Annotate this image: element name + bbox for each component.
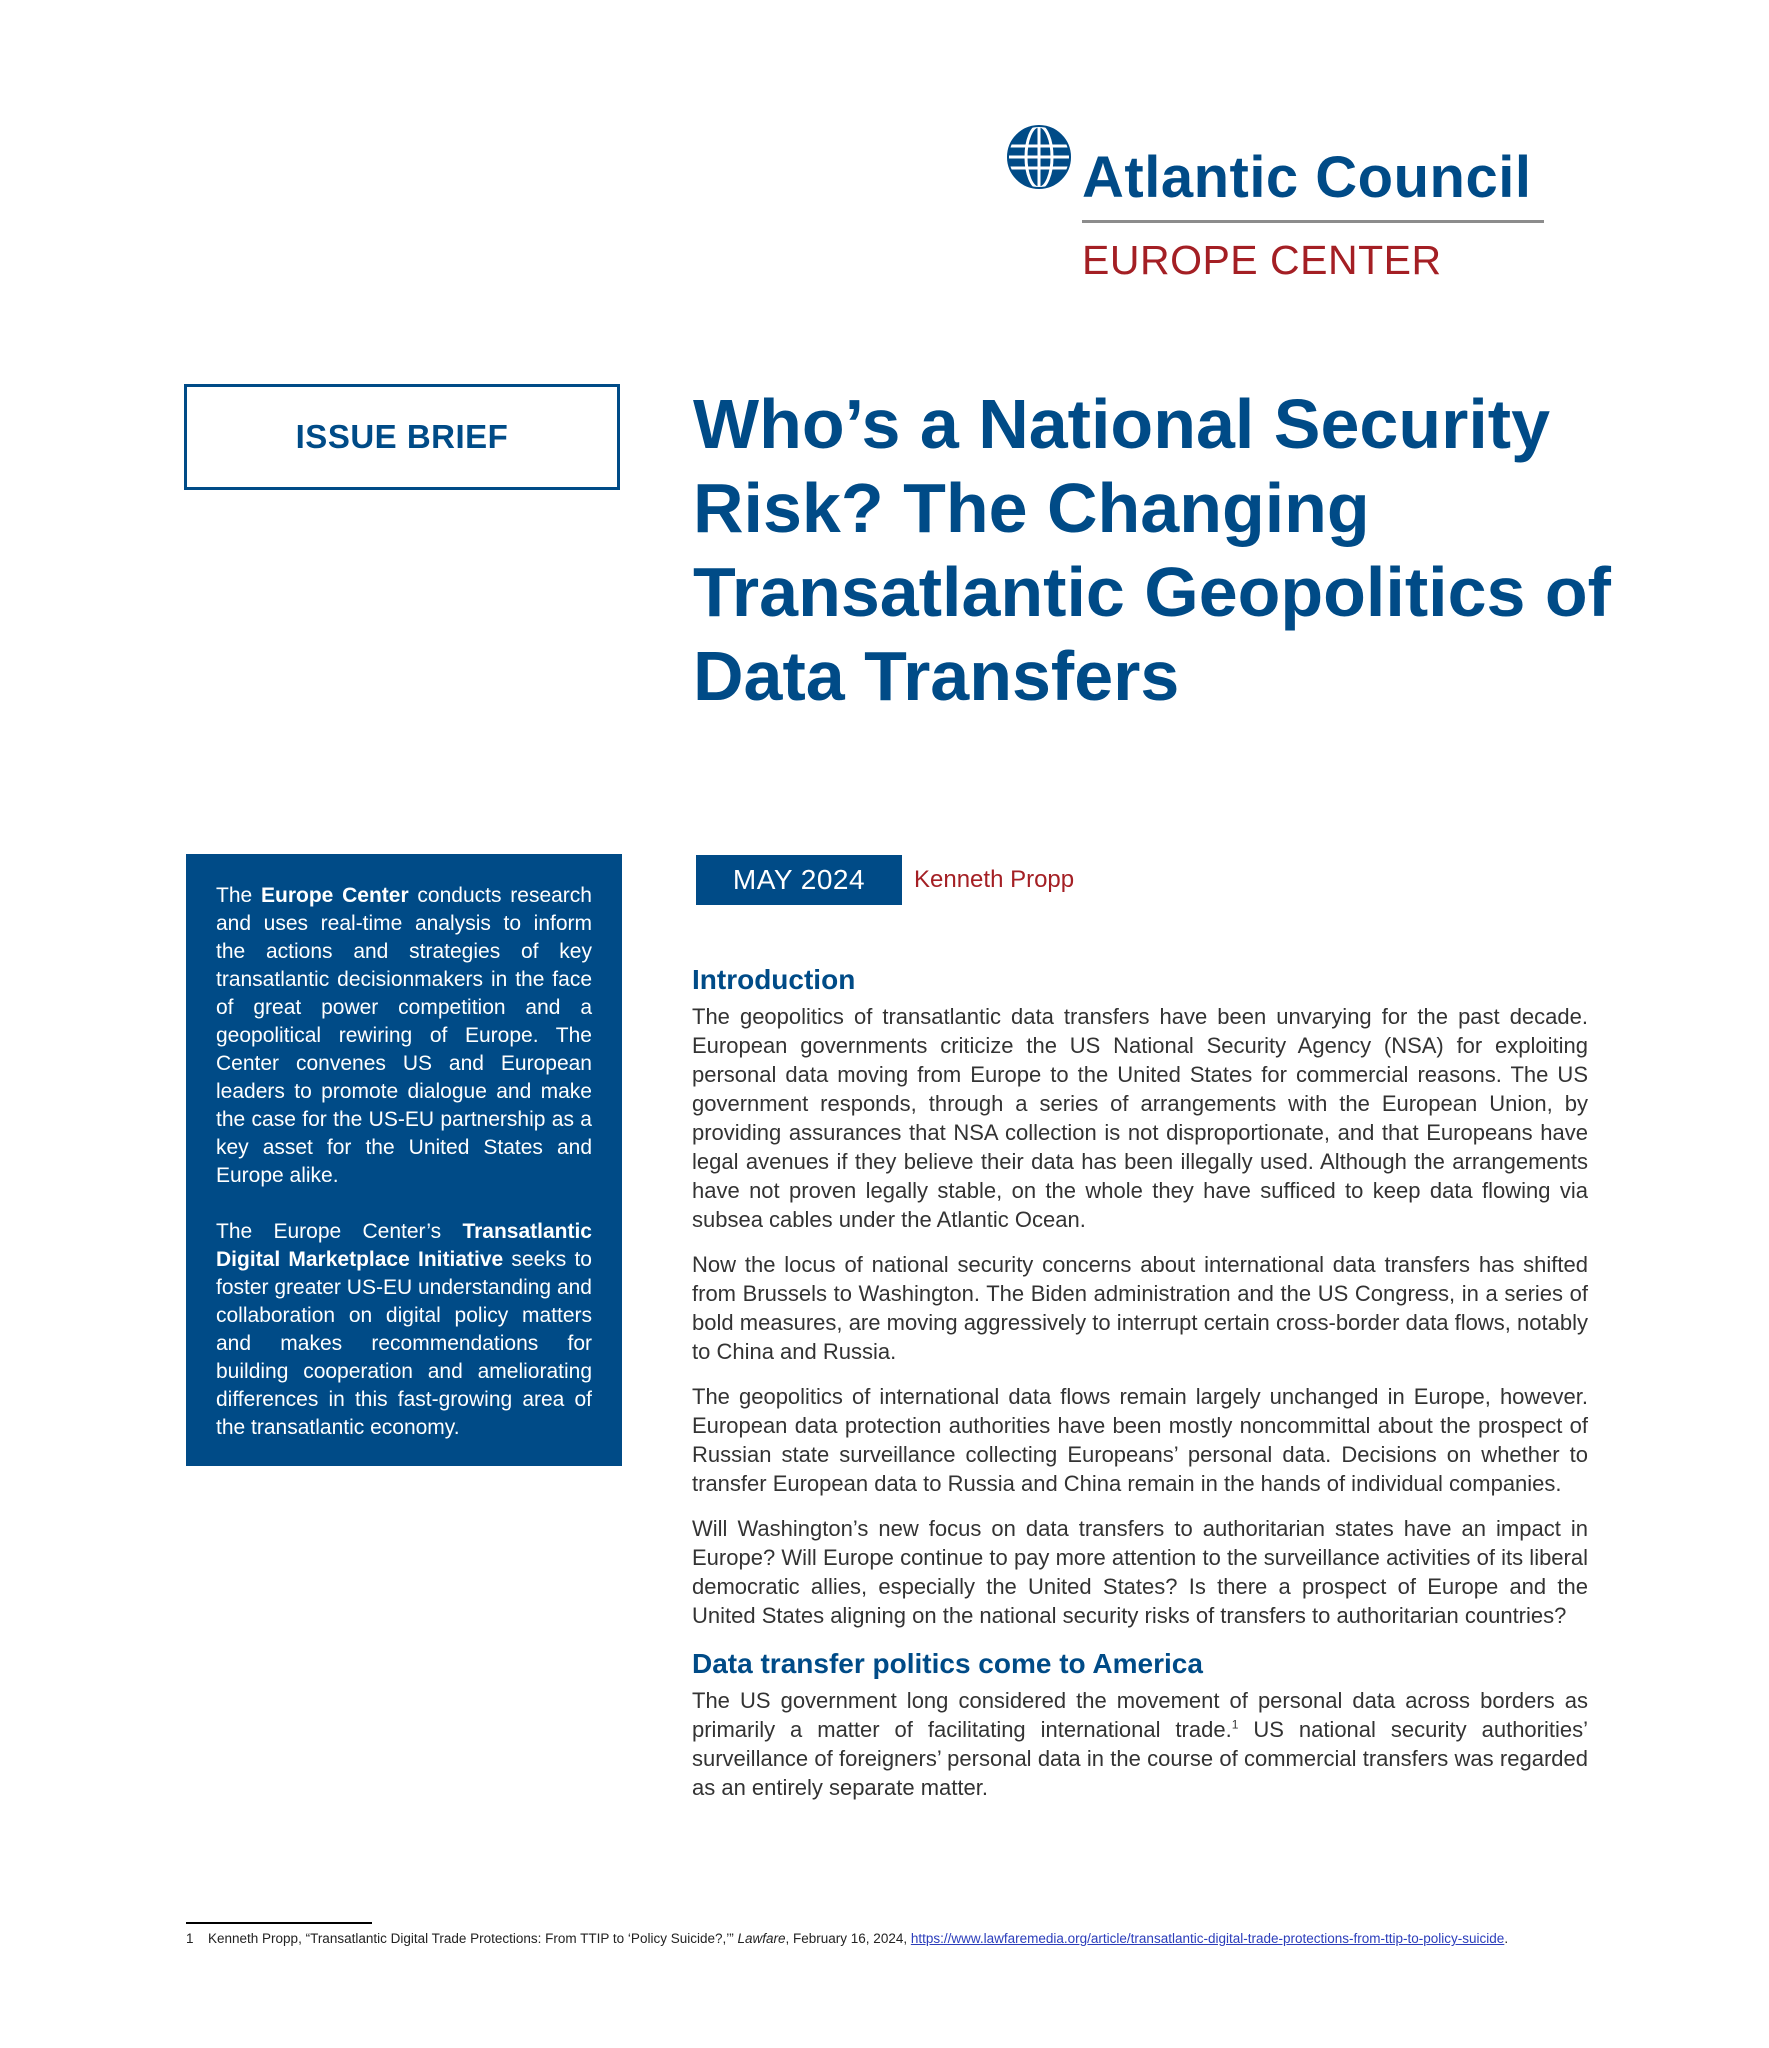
footnote-date: , February 16, 2024, bbox=[785, 1931, 911, 1946]
org-name: Atlantic Council bbox=[1082, 145, 1532, 210]
body-paragraph: Will Washington’s new focus on data transfers to authoritarian states have an impact in Europe? Will Europe continue to pay more attention to the surveillance activities of its liberal democratic allies, especially the United States? Is there a prospect of Europe and the United States aligning on the national security risks of transfers to authoritarian countries? bbox=[692, 1516, 1588, 1628]
body-paragraph: Now the locus of national security concerns about international data transfers has shifted from Brussels to Washington. The Biden administration and the US Congress, in a series of bold measures, are moving aggressively to interrupt certain cross-border data flows, notably to China and Russia. bbox=[692, 1252, 1588, 1364]
logo-divider bbox=[1082, 220, 1544, 223]
footnote-number: 1 bbox=[186, 1931, 194, 1946]
footnote-link[interactable]: https://www.lawfaremedia.org/article/transatlantic-digital-trade-protections-from-ttip-to-policy-suicide bbox=[910, 1931, 1505, 1946]
body-text: US national security authorities’ surveillance of foreigners’ personal data in the course of commercial transfers was regarded as an entirely separate matter. bbox=[692, 1717, 1589, 1800]
sidebar-bold-text: Europe Center bbox=[260, 884, 409, 907]
body-text: The US government long considered the movement of personal data across borders as primarily a matter of facilitating international trade. bbox=[692, 1688, 1588, 1742]
date-badge: MAY 2024 bbox=[696, 855, 902, 905]
sidebar-panel bbox=[186, 854, 622, 1466]
section-heading-data-transfer-politics: Data transfer politics come to America bbox=[692, 1648, 1203, 1679]
body-paragraph: The geopolitics of transatlantic data transfers have been unvarying for the past decade. European governments criticize the US National Security Agency (NSA) for exploiting personal data moving from Europe to the United States for commercial reasons. The US government responds, through a series of arrangements with the European Union, by providing assurances that NSA collection is not disproportionate, and that Europeans have legal avenues if they believe their data has been illegally used. Although the arrangements have not proven legally stable, on the whole they have sufficed to keep data flowing via subsea cables under the Atlantic Ocean. bbox=[692, 1004, 1588, 1232]
footnote-text bbox=[208, 1929, 1586, 1948]
issue-brief-label: ISSUE BRIEF bbox=[295, 418, 509, 455]
document-title: Who’s a National Security Risk? The Changing Transatlantic Geopolitics of Data Transfers bbox=[693, 385, 1611, 715]
sidebar-text: seeks to foster greater US-EU understanding and collaboration on digital policy matters and makes recommendations for building cooperation and ameliorating differences in this fast-growing area of the transatlantic economy. bbox=[216, 1248, 592, 1439]
sidebar-paragraph-1 bbox=[216, 882, 592, 1190]
author-name: Kenneth Propp bbox=[914, 866, 1075, 893]
atlantic-council-logo bbox=[1006, 124, 1546, 284]
issue-brief-box bbox=[184, 384, 620, 490]
body-paragraph bbox=[692, 1686, 1588, 1802]
sidebar-text: The bbox=[216, 884, 261, 907]
center-name: EUROPE CENTER bbox=[1082, 237, 1442, 283]
footnote-reference[interactable]: 1 bbox=[1231, 1717, 1239, 1732]
section-heading-introduction: Introduction bbox=[692, 964, 856, 995]
article-body bbox=[692, 962, 1588, 1818]
globe-icon bbox=[1006, 124, 1072, 190]
footnote-divider bbox=[186, 1922, 372, 1924]
body-paragraph: The geopolitics of international data flows remain largely unchanged in Europe, however. European data protection authorities have been mostly noncommittal about the prospect of Russian state surveillance collecting Europeans’ personal data. Decisions on whether to transfer European data to Russia and China remain in the hands of individual companies. bbox=[692, 1384, 1588, 1496]
sidebar-text: The Europe Center’s bbox=[216, 1220, 463, 1243]
sidebar-bold-text: Transatlantic Digital Marketplace Initiative bbox=[216, 1220, 592, 1271]
footnote-citation: Kenneth Propp, “Transatlantic Digital Trade Protections: From TTIP to ‘Policy Suicide?,’” bbox=[208, 1931, 738, 1946]
sidebar-text: conducts research and uses real-time analysis to inform the actions and strategies of key transatlantic decisionmakers in the face of great power competition and a geopolitical rewiring of Europe. The Center convenes US and European leaders to promote dialogue and make the case for the US-EU partnership as a key asset for the United States and Europe alike. bbox=[216, 884, 592, 1187]
sidebar-paragraph-2 bbox=[216, 1218, 592, 1442]
footnote-publication: Lawfare bbox=[737, 1931, 786, 1946]
footnote-end: . bbox=[1504, 1931, 1509, 1946]
